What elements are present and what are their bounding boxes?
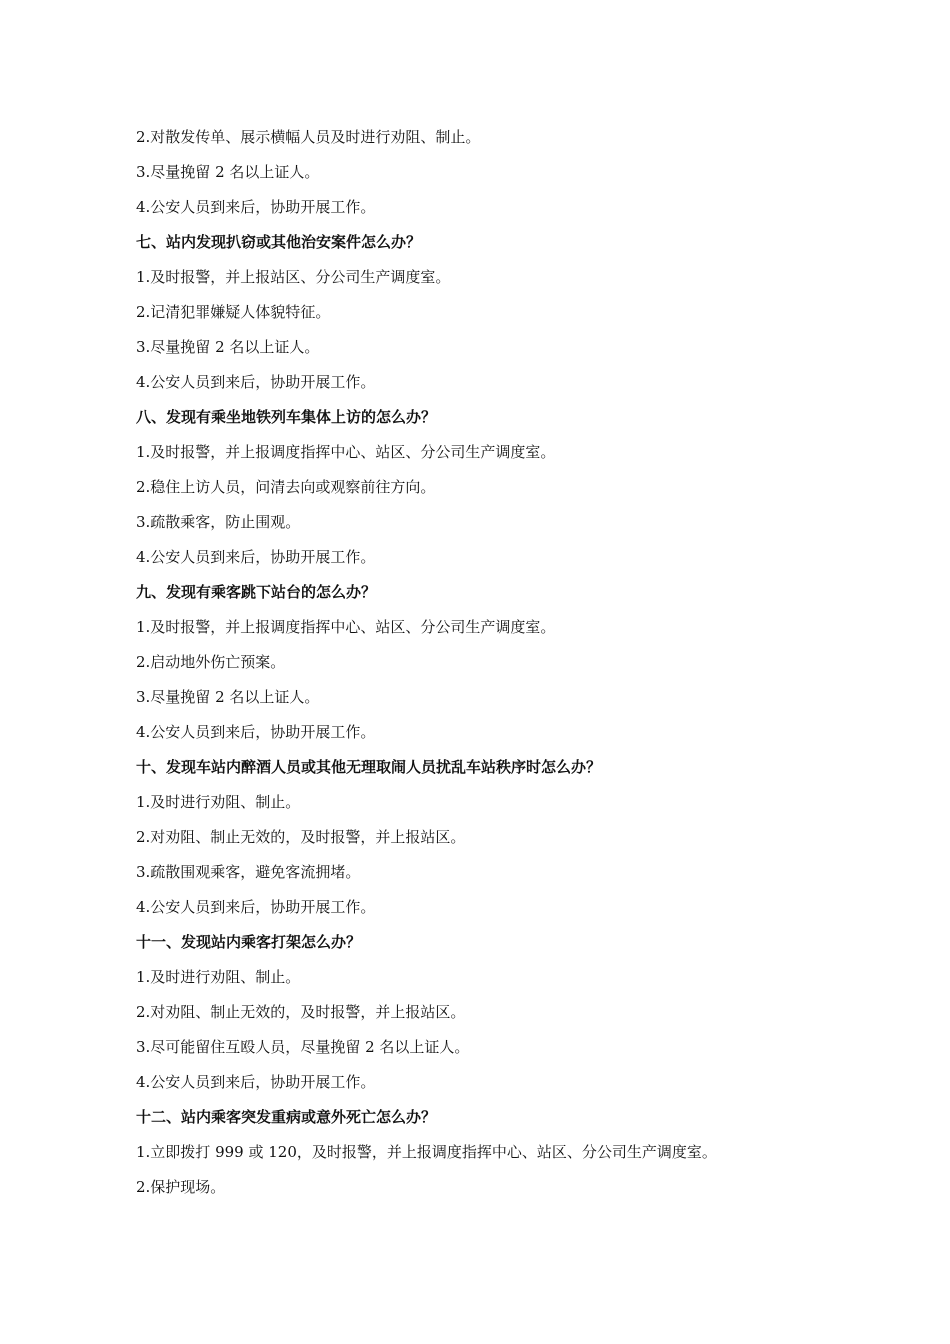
- list-item: 2.保护现场。: [136, 1178, 226, 1196]
- list-item: 1.及时报警，并上报调度指挥中心、站区、分公司生产调度室。: [136, 618, 556, 636]
- list-item: 2.对劝阻、制止无效的，及时报警，并上报站区。: [136, 1003, 466, 1021]
- list-item: 3.尽量挽留 2 名以上证人。: [136, 338, 320, 356]
- list-item: 4.公安人员到来后，协助开展工作。: [136, 198, 376, 216]
- section-heading: 八、发现有乘坐地铁列车集体上访的怎么办？: [136, 408, 437, 426]
- section-heading: 九、发现有乘客跳下站台的怎么办？: [136, 583, 377, 601]
- list-item: 4.公安人员到来后，协助开展工作。: [136, 373, 376, 391]
- list-item: 2.启动地外伤亡预案。: [136, 653, 286, 671]
- document-body: [136, 122, 836, 1207]
- list-item: 4.公安人员到来后，协助开展工作。: [136, 548, 376, 566]
- list-item: 2.对散发传单、展示横幅人员及时进行劝阻、制止。: [136, 128, 481, 146]
- section-heading: 七、站内发现扒窃或其他治安案件怎么办？: [136, 233, 422, 251]
- section-heading: 十二、站内乘客突发重病或意外死亡怎么办？: [136, 1108, 437, 1126]
- section-heading: 十、发现车站内醉酒人员或其他无理取闹人员扰乱车站秩序时怎么办？: [136, 758, 602, 776]
- list-item: 2.对劝阻、制止无效的，及时报警，并上报站区。: [136, 828, 466, 846]
- list-item: 1.及时进行劝阻、制止。: [136, 793, 301, 811]
- list-item: 2.记清犯罪嫌疑人体貌特征。: [136, 303, 331, 321]
- list-item: 1.及时报警，并上报调度指挥中心、站区、分公司生产调度室。: [136, 443, 556, 461]
- list-item: 1.及时报警，并上报站区、分公司生产调度室。: [136, 268, 451, 286]
- list-item: 3.尽量挽留 2 名以上证人。: [136, 688, 320, 706]
- section-heading: 十一、发现站内乘客打架怎么办？: [136, 933, 362, 951]
- list-item: 3.尽量挽留 2 名以上证人。: [136, 163, 320, 181]
- list-item: 4.公安人员到来后，协助开展工作。: [136, 1073, 376, 1091]
- list-item: 1.立即拨打 999 或 120，及时报警，并上报调度指挥中心、站区、分公司生产调度室。: [136, 1143, 717, 1161]
- list-item: 3.疏散乘客，防止围观。: [136, 513, 301, 531]
- list-item: 4.公安人员到来后，协助开展工作。: [136, 898, 376, 916]
- list-item: 1.及时进行劝阻、制止。: [136, 968, 301, 986]
- list-item: 2.稳住上访人员，问清去向或观察前往方向。: [136, 478, 436, 496]
- list-item: 3.疏散围观乘客，避免客流拥堵。: [136, 863, 361, 881]
- list-item: 3.尽可能留住互殴人员，尽量挽留 2 名以上证人。: [136, 1038, 470, 1056]
- list-item: 4.公安人员到来后，协助开展工作。: [136, 723, 376, 741]
